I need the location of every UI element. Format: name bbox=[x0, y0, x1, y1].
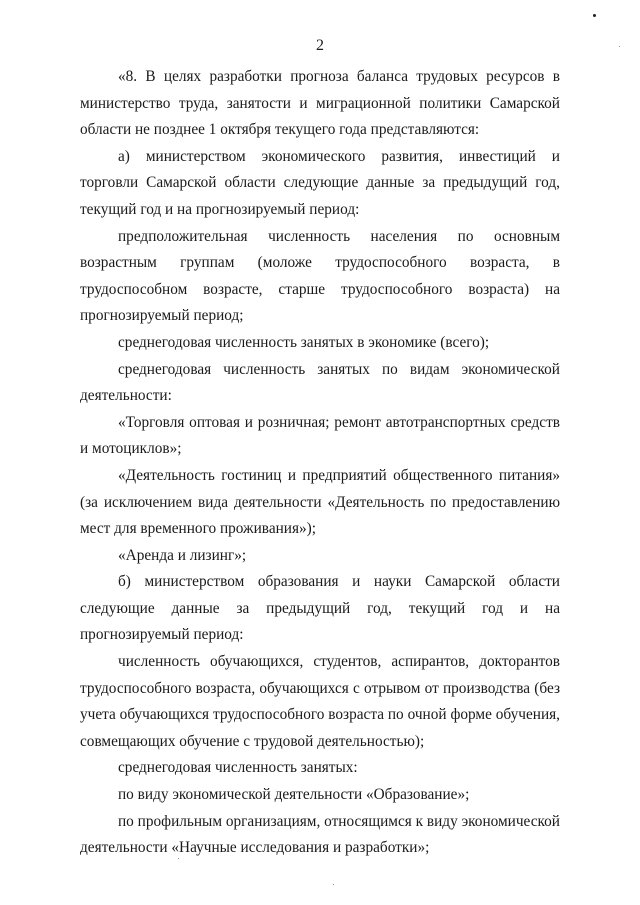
paragraph-item-b: б) министерством образования и науки Самарской области следующие данные за предыдущий год, текущий год и на прогнозируемый период: bbox=[80, 573, 560, 644]
paragraph-leasing: «Аренда и лизинг»; bbox=[118, 546, 247, 564]
paragraph-employed-total: среднегодовая численность занятых в экономике (всего); bbox=[118, 333, 490, 351]
paragraph-population-by-age: предположительная численность населения по основным возрастным группам (моложе трудоспособного возраста, в трудоспособном возрасте, старше трудоспособного возраста) на прогнозируемый период; bbox=[80, 227, 560, 325]
scan-speck bbox=[333, 884, 334, 885]
paragraph-research: по профильным организациям, относящимся к виду экономической деятельности «Научные исследования и разработки»; bbox=[80, 812, 560, 857]
paragraph-education: по виду экономической деятельности «Образование»; bbox=[118, 786, 470, 804]
paragraph-item-a: а) министерством экономического развития, инвестиций и торговли Самарской области следующие данные за предыдущий год, текущий год и на прогнозируемый период: bbox=[80, 147, 560, 218]
paragraph-employed-avg: среднегодовая численность занятых: bbox=[118, 759, 358, 777]
paragraph-trade: «Торговля оптовая и розничная; ремонт автотранспортных средств и мотоциклов»; bbox=[80, 413, 560, 458]
scan-speck bbox=[593, 14, 596, 17]
page-number: 2 bbox=[316, 37, 324, 54]
paragraph-hotels-catering: «Деятельность гостиниц и предприятий общественного питания» (за исключением вида деятельности «Деятельность по предоставлению мест для временного проживания»); bbox=[80, 466, 560, 538]
document-body bbox=[80, 64, 560, 862]
scan-speck bbox=[619, 46, 620, 47]
paragraph-students: численность обучающихся, студентов, аспирантов, докторантов трудоспособного возраста, обучающихся с отрывом от производства (без учета обучающихся трудоспособного возраста по очной форме обучения, совмещающих обучение с трудовой деятельностью); bbox=[80, 653, 560, 750]
paragraph-employed-by-activity: среднегодовая численность занятых по видам экономической деятельности: bbox=[80, 360, 560, 405]
paragraph-clause-8-intro: «8. В целях разработки прогноза баланса трудовых ресурсов в министерство труда, занятости и миграционной политики Самарской области не позднее 1 октября текущего года представляются: bbox=[80, 68, 560, 139]
